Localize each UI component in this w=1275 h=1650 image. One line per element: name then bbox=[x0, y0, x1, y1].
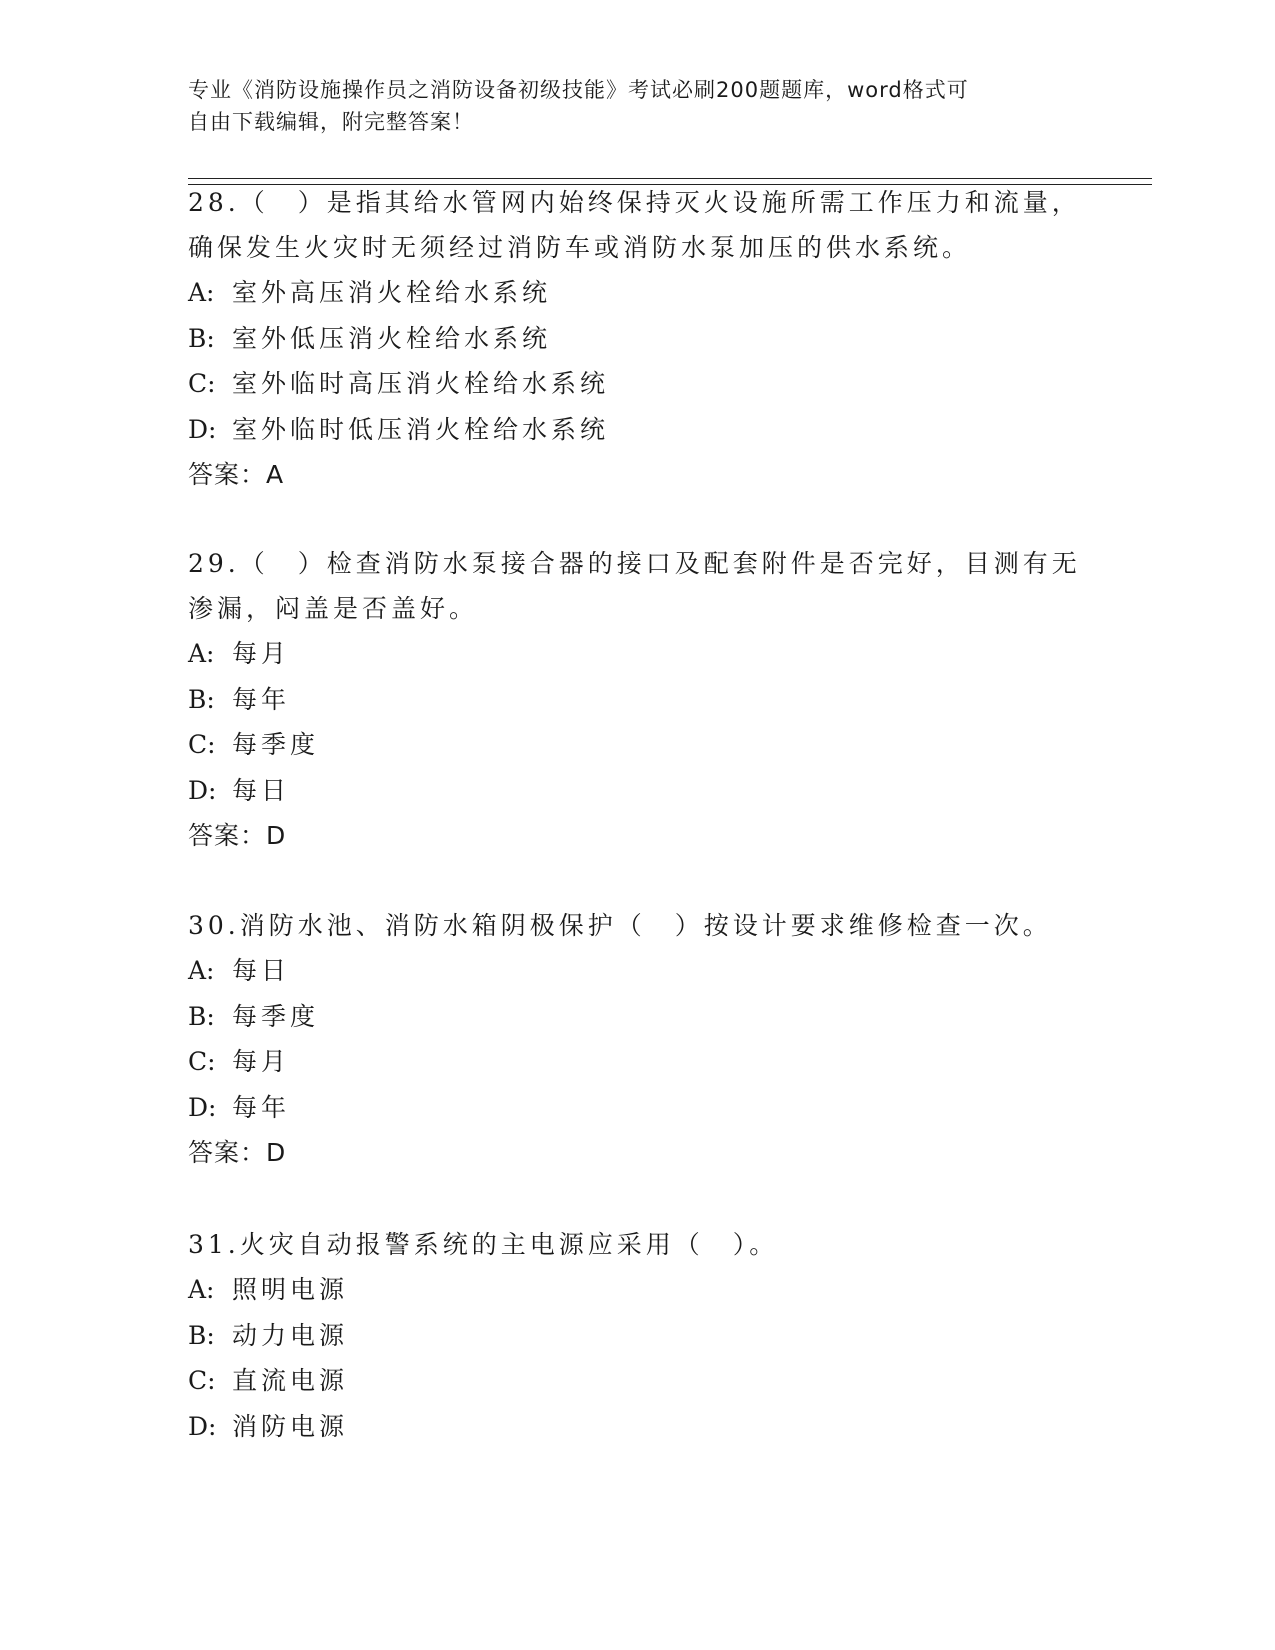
option-text: 每月 bbox=[232, 1047, 291, 1076]
option-b bbox=[188, 1313, 1088, 1359]
question-stem: 31.火灾自动报警系统的主电源应采用（ ）。 bbox=[188, 1230, 779, 1259]
option-text: 每日 bbox=[232, 956, 291, 985]
option-c bbox=[188, 1358, 1088, 1404]
option-text: 每年 bbox=[232, 1092, 291, 1122]
option-key: D: bbox=[188, 1092, 217, 1122]
question-28 bbox=[188, 180, 1088, 497]
option-d bbox=[188, 1404, 1088, 1450]
option-b bbox=[188, 994, 1088, 1040]
answer-line: 答案：D bbox=[188, 821, 287, 850]
option-key: D: bbox=[188, 414, 217, 444]
option-text: 照明电源 bbox=[232, 1275, 349, 1304]
header-line-1: 专业《消防设施操作员之消防设备初级技能》考试必刷200题题库，word格式可 bbox=[188, 78, 969, 102]
option-a bbox=[188, 270, 1088, 316]
option-d bbox=[188, 407, 1088, 453]
option-key: D: bbox=[188, 775, 217, 805]
question-stem: 30.消防水池、消防水箱阴极保护（ ）按设计要求维修检查一次。 bbox=[188, 911, 1052, 940]
option-key: A: bbox=[188, 1275, 215, 1304]
option-key: B: bbox=[188, 1001, 215, 1031]
option-text: 室外临时高压消火栓给水系统 bbox=[232, 369, 610, 398]
option-text: 消防电源 bbox=[232, 1411, 349, 1441]
question-stem: 28.（ ）是指其给水管网内始终保持灭火设施所需工作压力和流量，确保发生火灾时无须经过消防车或消防水泵加压的供水系统。 bbox=[188, 188, 1081, 262]
option-a bbox=[188, 948, 1088, 994]
option-b bbox=[188, 677, 1088, 723]
question-29 bbox=[188, 541, 1088, 858]
option-a bbox=[188, 1267, 1088, 1313]
option-c bbox=[188, 361, 1088, 407]
option-a bbox=[188, 631, 1088, 677]
option-text: 室外临时低压消火栓给水系统 bbox=[232, 414, 610, 444]
option-key: A: bbox=[188, 278, 215, 307]
option-text: 每季度 bbox=[232, 730, 320, 759]
option-key: C: bbox=[188, 730, 216, 759]
option-key: C: bbox=[188, 1366, 216, 1395]
option-text: 动力电源 bbox=[232, 1320, 349, 1350]
option-key: A: bbox=[188, 956, 215, 985]
option-text: 每年 bbox=[232, 684, 291, 714]
option-text: 每月 bbox=[232, 639, 291, 668]
option-key: B: bbox=[188, 1320, 215, 1350]
question-30 bbox=[188, 903, 1088, 1175]
option-key: B: bbox=[188, 323, 215, 353]
question-stem: 29.（ ）检查消防水泵接合器的接口及配套附件是否完好，目测有无渗漏，闷盖是否盖好。 bbox=[188, 549, 1081, 623]
option-key: D: bbox=[188, 1411, 217, 1441]
option-key: C: bbox=[188, 369, 216, 398]
option-text: 每日 bbox=[232, 775, 291, 805]
answer-line: 答案：D bbox=[188, 1138, 287, 1167]
document-header bbox=[188, 74, 1068, 138]
option-key: A: bbox=[188, 639, 215, 668]
option-text: 每季度 bbox=[232, 1001, 320, 1031]
option-c bbox=[188, 1039, 1088, 1085]
option-key: B: bbox=[188, 684, 215, 714]
option-b bbox=[188, 316, 1088, 362]
option-d bbox=[188, 1085, 1088, 1131]
header-line-2: 自由下载编辑，附完整答案！ bbox=[188, 110, 474, 134]
option-key: C: bbox=[188, 1047, 216, 1076]
option-text: 直流电源 bbox=[232, 1366, 349, 1395]
option-text: 室外高压消火栓给水系统 bbox=[232, 278, 552, 307]
answer-line: 答案：A bbox=[188, 460, 285, 489]
option-d bbox=[188, 768, 1088, 814]
question-31 bbox=[188, 1222, 1088, 1449]
option-text: 室外低压消火栓给水系统 bbox=[232, 323, 552, 353]
option-c bbox=[188, 722, 1088, 768]
